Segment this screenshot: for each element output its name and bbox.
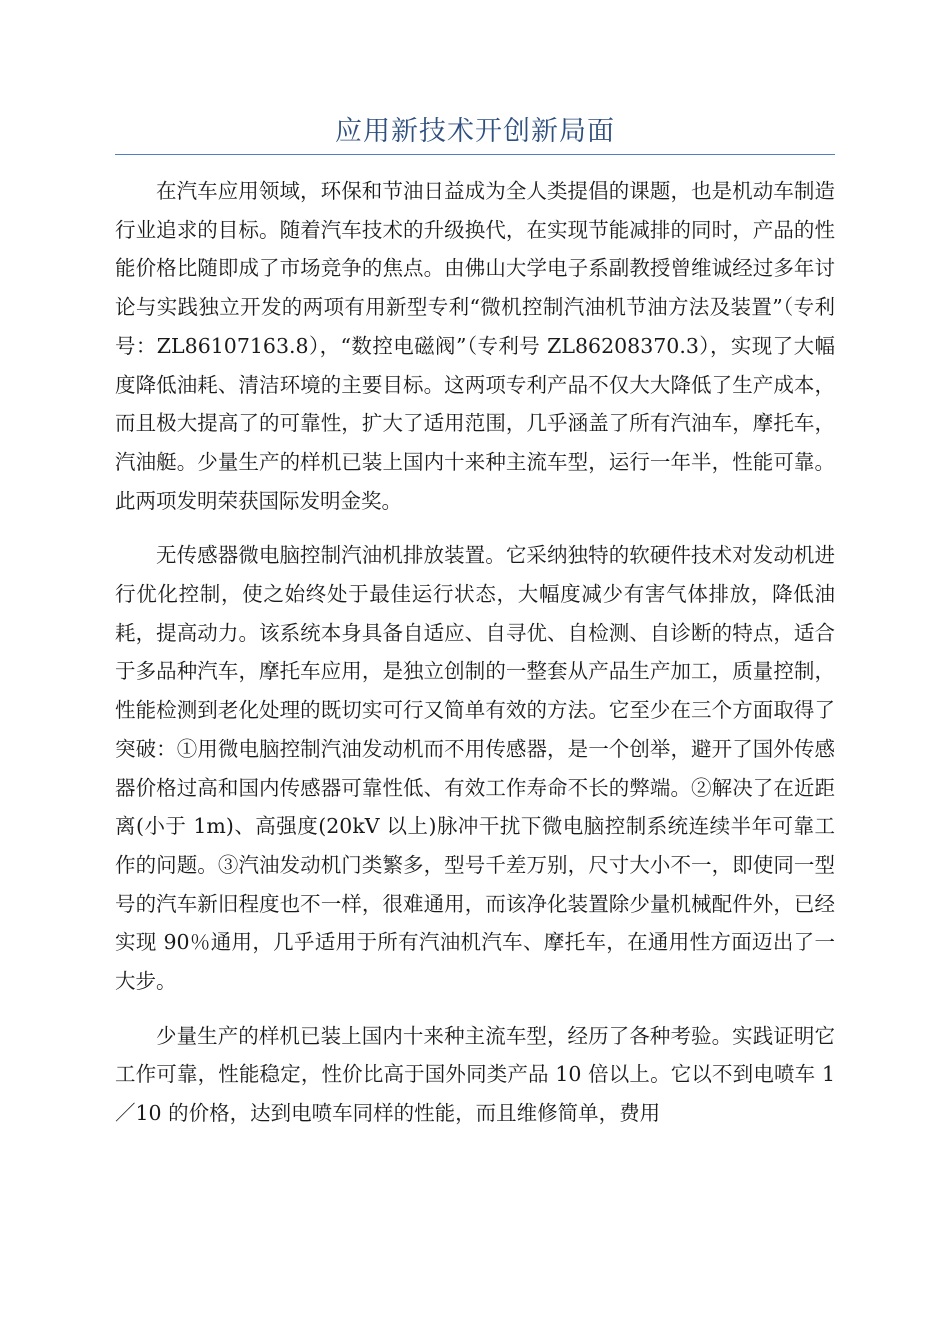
- title-underline: [115, 154, 835, 155]
- document-body: [115, 172, 835, 1149]
- document-title: 应用新技术开创新局面: [335, 116, 615, 147]
- paragraph-3: 少量生产的样机已装上国内十来种主流车型，经历了各种考验。实践证明它工作可靠，性能稳定，性价比高于国外同类产品 10 倍以上。它以不到电喷车 1／10 的价格，达到电喷车同样的性能，而且维修简单，费用: [115, 1023, 835, 1126]
- paragraph-2: 无传感器微电脑控制汽油机排放装置。它采纳独特的软硬件技术对发动机进行优化控制，使之始终处于最佳运行状态，大幅度减少有害气体排放，降低油耗，提高动力。该系统本身具备自适应、自寻优、自检测、自诊断的特点，适合于多品种汽车，摩托车应用，是独立创制的一整套从产品生产加工，质量控制，性能检测到老化处理的既切实可行又简单有效的方法。它至少在三个方面取得了突破：①用微电脑控制汽油发动机而不用传感器，是一个创举，避开了国外传感器价格过高和国内传感器可靠性低、有效工作寿命不长的弊端。②解决了在近距离(小于 1m)、高强度(20kV 以上)脉冲干扰下微电脑控制系统连续半年可靠工作的问题。③汽油发动机门类繁多，型号千差万别，尺寸大小不一，即使同一型号的汽车新旧程度也不一样，很难通用，而该净化装置除少量机械配件外，已经实现 90％通用，几乎适用于所有汽油机汽车、摩托车，在通用性方面迈出了一大步。: [115, 543, 835, 994]
- paragraph-1: 在汽车应用领域，环保和节油日益成为全人类提倡的课题，也是机动车制造行业追求的目标。随着汽车技术的升级换代，在实现节能减排的同时，产品的性能价格比随即成了市场竞争的焦点。由佛山大学电子系副教授曾维诚经过多年讨论与实践独立开发的两项有用新型专利“微机控制汽油机节油方法及装置”（专利号：ZL86107163.8），“数控电磁阀”（专利号 ZL86208370.3），实现了大幅度降低油耗、清洁环境的主要目标。这两项专利产品不仅大大降低了生产成本，而且极大提高了的可靠性，扩大了适用范围，几乎涵盖了所有汽油车，摩托车，汽油艇。少量生产的样机已装上国内十来种主流车型，运行一年半，性能可靠。此两项发明荣获国际发明金奖。: [115, 179, 835, 513]
